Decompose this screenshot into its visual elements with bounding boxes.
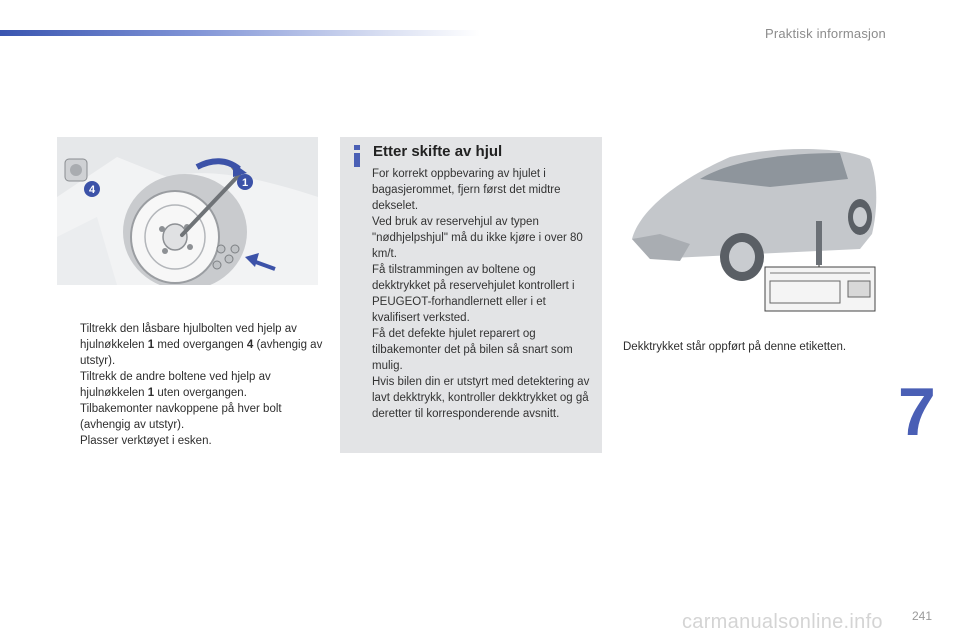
callout-wrench: 1 xyxy=(241,177,249,189)
wheel-bolt-illustration xyxy=(57,137,318,285)
car-tyre-label-illustration xyxy=(620,139,880,314)
step-item: Tiltrekk den låsbare hjulbolten ved hjelp av hjulnøkkelen 1 med overgangen 4 (avhengig av utstyr). xyxy=(80,323,323,367)
info-paragraph: Ved bruk av reservehjul av typen "nødhjelpshjul" må du ikke kjøre i over 80 km/t. xyxy=(372,216,583,260)
info-icon xyxy=(352,145,362,167)
info-paragraph: For korrekt oppbevaring av hjulet i bagasjerommet, fjern først det midtre dekselet. xyxy=(372,168,561,212)
step-item: Plasser verktøyet i esken. xyxy=(80,435,212,447)
header-accent-bar xyxy=(0,30,480,36)
chapter-number: 7 xyxy=(898,374,936,450)
info-box-text xyxy=(372,166,596,422)
info-paragraph: Få det defekte hjulet reparert og tilbakemonter det på bilen så snart som mulig. xyxy=(372,328,573,372)
info-box-title: Etter skifte av hjul xyxy=(373,143,503,160)
watermark: carmanualsonline.info xyxy=(682,611,883,633)
steps-list xyxy=(62,321,332,449)
callout-adapter: 4 xyxy=(88,184,96,196)
step-item: Tiltrekk de andre boltene ved hjelp av hjulnøkkelen 1 uten overgangen. xyxy=(80,371,271,399)
section-title: Praktisk informasjon xyxy=(764,26,886,41)
step-item: Tilbakemonter navkoppene på hver bolt (avhengig av utstyr). xyxy=(80,403,282,431)
info-paragraph: Hvis bilen din er utstyrt med detektering av lavt dekktrykk, kontroller dekktrykket og gå deretter til korresponderende avsnitt. xyxy=(372,376,590,420)
info-paragraph: Få tilstrammingen av boltene og dekktrykket på reservehjulet kontrollert i PEUGEOT-forhandlernett eller i et kvalifisert verksted. xyxy=(372,264,575,324)
car-caption: Dekktrykket står oppført på denne etiketten. xyxy=(623,341,847,353)
info-box xyxy=(340,137,602,453)
page-number: 241 xyxy=(912,609,933,623)
